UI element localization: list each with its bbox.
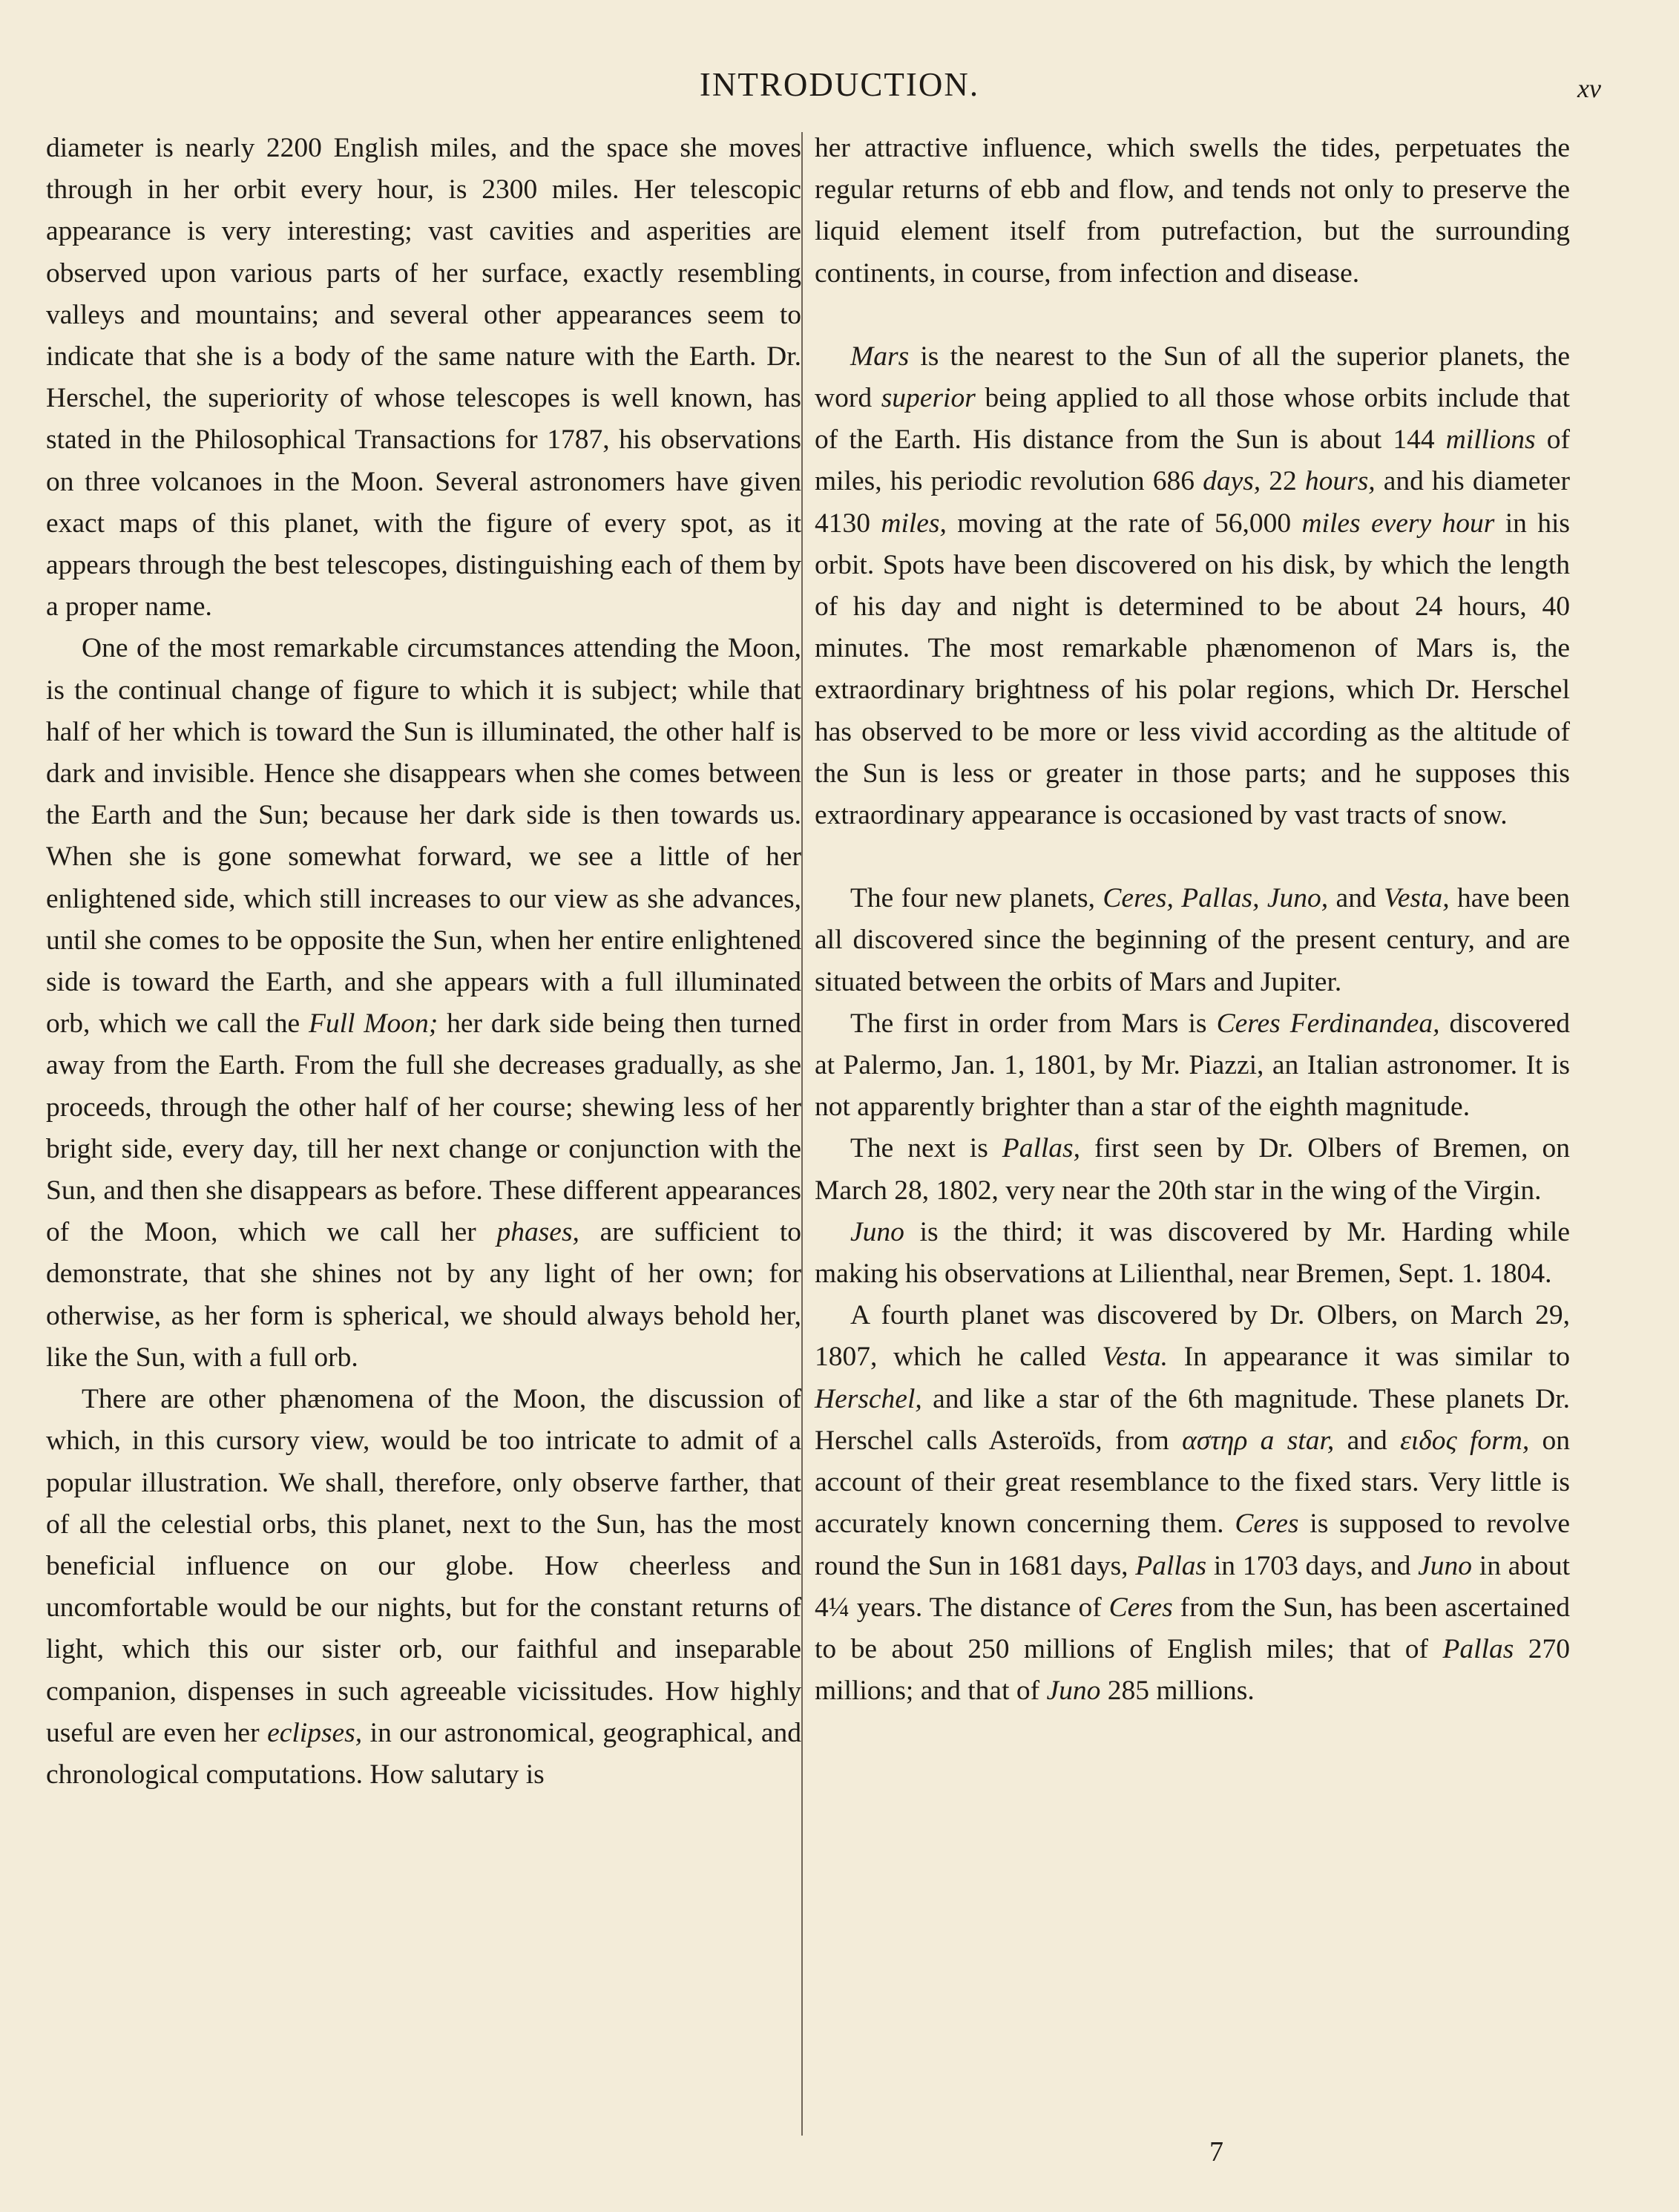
- paragraph-mars: Mars is the nearest to the Sun of all the superior planets, the word superior being applied to all those whose orbits include that of the Earth. His distance from the Sun is about 144 millions of miles, his periodic revolution 686 days, 22 hours, and his diameter 4130 miles, moving at the rate of 56,000 miles every hour in his orbit. Spots have been discovered on his disk, by which the length of his day and night is determined to be about 24 hours, 40 minutes. The most remarkable phænomenon of Mars is, the extraordinary brightness of his polar regions, which Dr. Herschel has observed to be more or less vivid according as the altitude of the Sun is less or greater in those parts; and he supposes this extraordinary appearance is occasioned by vast tracts of snow.: [815, 341, 1571, 831]
- paragraph-moon-influence: There are other phænomena of the Moon, the discussion of which, in this cursory view, would be too intricate to admit of a popular illustration. We shall, therefore, only observe farther, that of all the celestial orbs, this planet, next to the Sun, has the most beneficial influence on our globe. How cheerless and uncomfortable would be our nights, but for the constant returns of light, which this our sister orb, our faithful and inseparable companion, dispenses in such agreeable vicissitudes. How highly useful are even her eclipses, in our astronomical, geographical, and chronological computations. How salutary is: [46, 1384, 801, 1790]
- paragraph-four-planets: The four new planets, Ceres, Pallas, Juno, and Vesta, have been all discovered since the beginning of the present century, and are situated between the orbits of Mars and Jupiter.: [815, 883, 1570, 997]
- paragraph-vesta: A fourth planet was discovered by Dr. Olbers, on March 29, 1807, which he called Vesta. In appearance it was similar to Herschel, and like a star of the 6th magnitude. These planets Dr. Herschel calls Asteroïds, from αστηρ a star, and ειδος form, on account of their great resemblance to the fixed stars. Very little is accurately known concerning them. Ceres is supposed to revolve round the Sun in 1681 days, Pallas in 1703 days, and Juno in about 4¼ years. The distance of Ceres from the Sun, has been ascertained to be about 250 millions of English miles; that of Pallas 270 millions; and that of Juno 285 millions.: [815, 1300, 1571, 1707]
- paragraph-moon-phases: One of the most remarkable circumstances attending the Moon, is the continual change of figure to which it is subject; while that half of her which is toward the Sun is illuminated, the other half is dark and invisible. Hence she disappears when she comes between the Earth and the Sun; because her dark side is then towards us. When she is gone somewhat forward, we see a little of her enlightened side, which still increases to our view as she advances, until she comes to be opposite the Sun, when her entire enlightened side is toward the Earth, and she appears with a full illuminated orb, which we call the Full Moon; her dark side being then turned away from the Earth. From the full she decreases gradually, as she proceeds, through the other half of her course; shewing less of her bright side, every day, till her next change or conjunction with the Sun, and then she disappears as before. These different appearances of the Moon, which we call her phases, are sufficient to demonstrate, that she shines not by any light of her own; for otherwise, as her form is spherical, we should always behold her, like the Sun, with a full orb.: [46, 633, 801, 1373]
- paragraph-ceres: The first in order from Mars is Ceres Ferdinandea, discovered at Palermo, Jan. 1, 1801, by Mr. Piazzi, an Italian astronomer. It is not apparently brighter than a star of the eighth magnitude.: [815, 1008, 1570, 1123]
- column-divider: [801, 132, 803, 2136]
- left-column: [46, 128, 801, 1796]
- page-number-roman: xv: [1577, 73, 1601, 103]
- right-column: [815, 128, 1570, 1712]
- paragraph-tides: her attractive influence, which swells the tides, perpetuates the regular returns of ebb and flow, and tends not only to preserve the liquid element itself from putrefaction, but the surrounding continents, in course, from infection and disease.: [815, 133, 1570, 289]
- paragraph-moon-diameter: diameter is nearly 2200 English miles, and the space she moves through in her orbit every hour, is 2300 miles. Her telescopic appearance is very interesting; vast cavities and asperities are observed upon various parts of her surface, exactly resembling valleys and mountains; and several other appearances seem to indicate that she is a body of the same nature with the Earth. Dr. Herschel, the superiority of whose telescopes is well known, has stated in the Philosophical Transactions for 1787, his observations on three volcanoes in the Moon. Several astronomers have given exact maps of this planet, with the figure of every spot, as it appears through the best telescopes, distinguishing each of them by a proper name.: [46, 133, 801, 623]
- paragraph-juno: Juno is the third; it was discovered by Mr. Harding while making his observations at Lilienthal, near Bremen, Sept. 1. 1804.: [815, 1216, 1570, 1290]
- paragraph-pallas: The next is Pallas, first seen by Dr. Olbers of Bremen, on March 28, 1802, very near the 20th star in the wing of the Virgin.: [815, 1133, 1570, 1206]
- running-head: INTRODUCTION.: [699, 66, 980, 103]
- page-folio: 7: [1209, 2136, 1223, 2167]
